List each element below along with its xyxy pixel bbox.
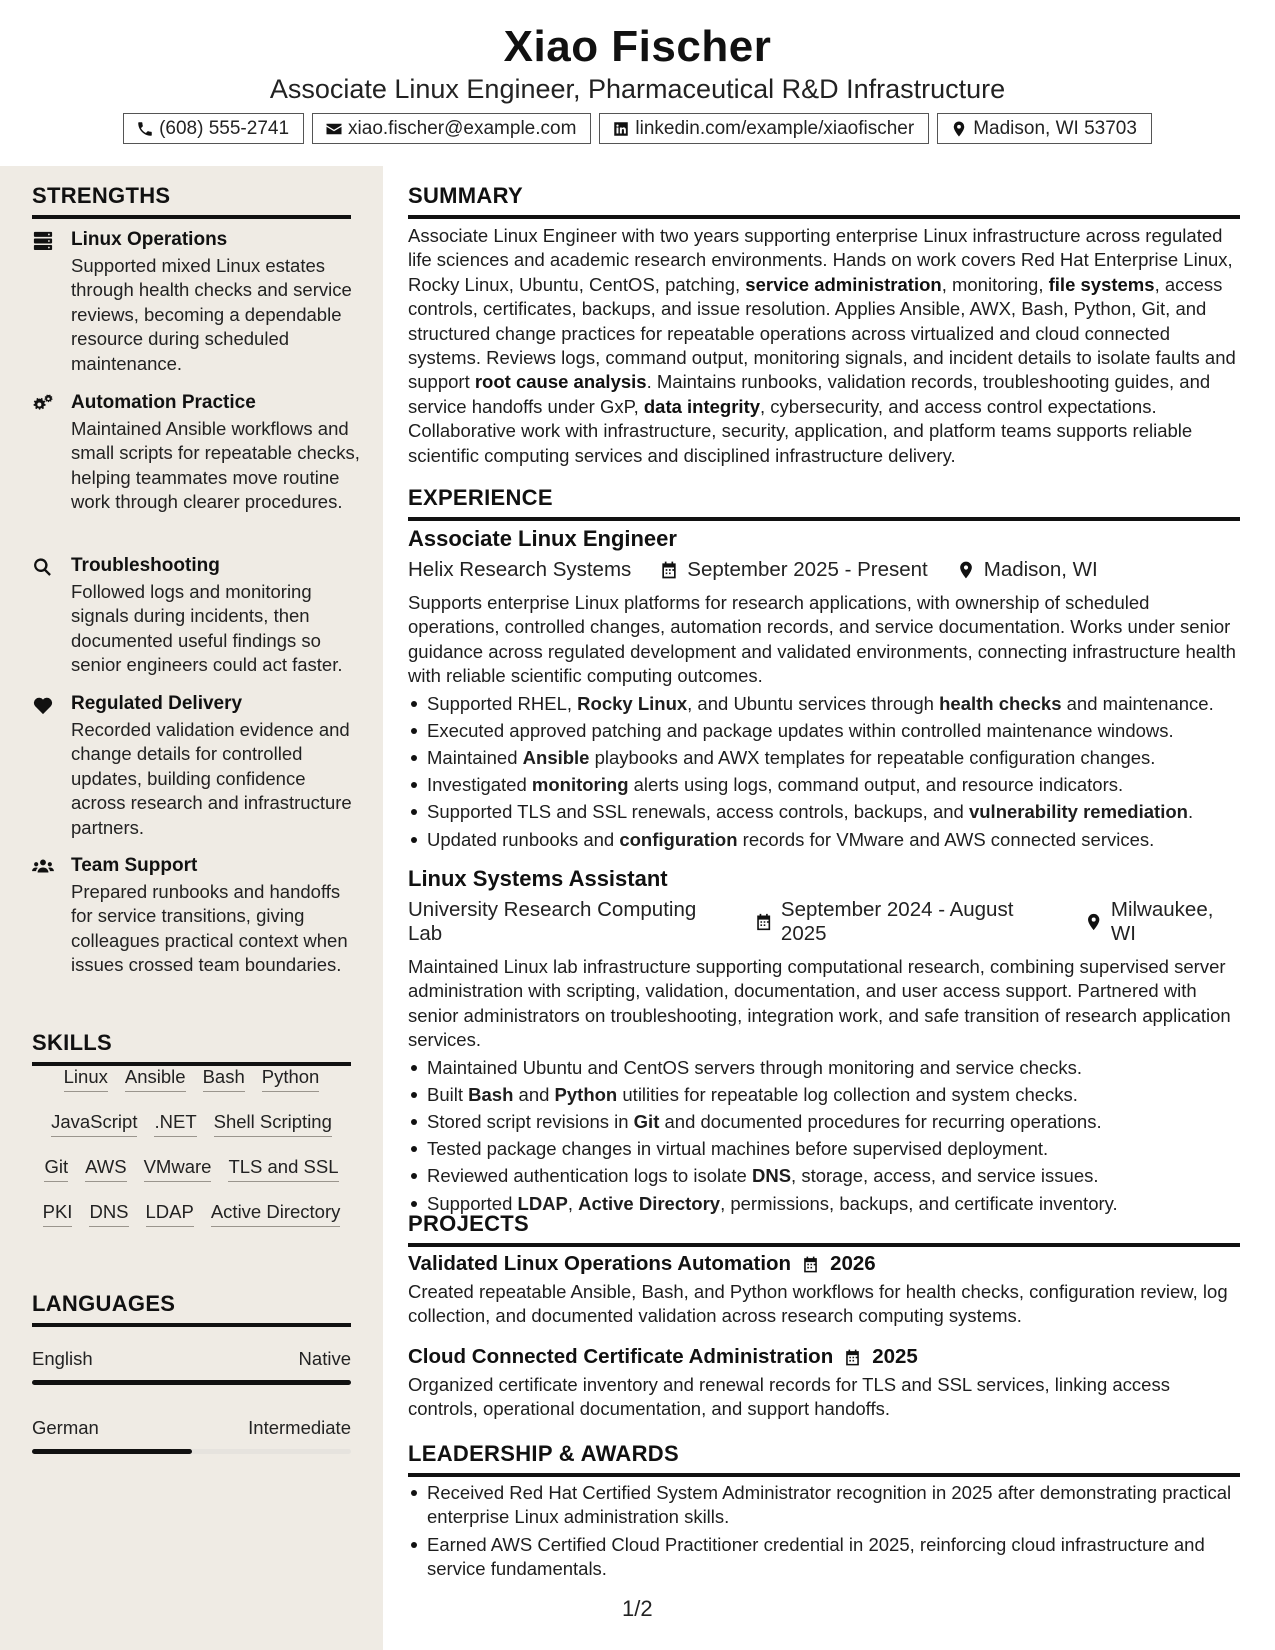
strength-description: Prepared runbooks and handoffs for service transitions, giving colleagues practical context when issues crossed team boundaries. xyxy=(71,881,348,976)
job-title: Linux Systems Assistant xyxy=(408,866,668,891)
language-name: German xyxy=(32,1417,99,1438)
project-title: Validated Linux Operations Automation xyxy=(408,1252,792,1275)
location-pin-icon xyxy=(950,120,968,138)
calendar-icon xyxy=(843,1348,862,1367)
award-item: Earned AWS Certified Cloud Practitioner credential in 2025, reinforcing cloud infrastructure and service fundamentals. xyxy=(408,1533,1240,1582)
project-year: 2025 xyxy=(872,1345,918,1368)
bold-keyword: configuration xyxy=(619,828,738,850)
linkedin-icon xyxy=(612,120,630,138)
experience-section-header xyxy=(408,485,1240,521)
language-level: Native xyxy=(298,1348,351,1369)
job-location: Madison, WI xyxy=(983,558,1098,581)
skills-row xyxy=(32,1201,351,1246)
bold-keyword: Rocky Linux xyxy=(577,692,688,714)
bold-keyword: health checks xyxy=(939,692,1062,714)
job-description: Supports enterprise Linux platforms for research applications, with ownership of scheduled operations, controlled changes, automation records, and service documentation. Works under senior guidance across regulated development and validated environments, connecting infrastructure health with reliable scientific computing outcomes. xyxy=(408,592,1236,687)
candidate-name: Xiao Fischer xyxy=(503,22,772,71)
contact-linkedin[interactable] xyxy=(599,113,929,144)
skill-tag: Shell Scripting xyxy=(214,1111,332,1137)
job-entry xyxy=(408,866,1240,1217)
bullet-item: Supported RHEL, Rocky Linux, and Ubuntu services through health checks and maintenance. xyxy=(408,690,1240,717)
calendar-icon xyxy=(659,560,679,580)
summary-text: Associate Linux Engineer with two years supporting enterprise Linux infrastructure across regulated life sciences and academic research environments. Hands on work covers Red Hat Enterprise Linux, Rocky Linux, Ubuntu, CentOS, patching, service administration, monitoring, file systems, access controls, certificates, backups, and issue resolution. Applies Ansible, AWX, Bash, Python, Git, and structured change practices for repeatable operations across virtualized and cloud connected systems. Reviews logs, command output, monitoring signals, and incident details to isolate faults and support root cause analysis. Maintains runbooks, validation records, troubleshooting guides, and service handoffs under GxP, data integrity, cybersecurity, and access control expectations. Collaborative work with infrastructure, security, application, and platform teams supports reliable scientific computing services and disciplined infrastructure delivery. xyxy=(408,225,1236,466)
bullet-item: Maintained Ansible playbooks and AWX templates for repeatable configuration changes. xyxy=(408,744,1240,771)
bold-keyword: Ansible xyxy=(522,747,590,769)
skill-tag: Active Directory xyxy=(211,1201,341,1227)
strength-title: Automation Practice xyxy=(71,392,256,413)
contact-phone[interactable] xyxy=(123,113,304,144)
language-level: Intermediate xyxy=(248,1417,351,1438)
skills-list xyxy=(32,1066,351,1246)
page-number: 1/2 xyxy=(622,1596,653,1621)
project-title-row xyxy=(408,1252,1240,1276)
skill-tag: AWS xyxy=(85,1156,126,1182)
awards-list xyxy=(408,1481,1240,1585)
job-entry xyxy=(408,526,1240,853)
job-bullets xyxy=(408,1054,1240,1217)
strength-title: Team Support xyxy=(71,855,198,876)
contact-bar xyxy=(0,113,1275,144)
gears-icon xyxy=(32,394,56,416)
languages-heading: LANGUAGES xyxy=(32,1291,176,1316)
users-icon xyxy=(32,857,56,879)
calendar-icon xyxy=(801,1255,820,1274)
skill-tag: Python xyxy=(262,1066,320,1092)
bold-keyword: service administration xyxy=(745,273,942,295)
award-item: Received Red Hat Certified System Administrator recognition in 2025 after demonstrating practical enterprise Linux administration skills. xyxy=(408,1481,1240,1530)
location-pin-icon xyxy=(1084,912,1103,932)
bold-keyword: DNS xyxy=(751,1165,792,1187)
contact-email[interactable] xyxy=(312,113,591,144)
strength-description: Followed logs and monitoring signals during incidents, then documented useful findings so senior engineers could act faster. xyxy=(71,581,343,676)
skills-row xyxy=(32,1066,351,1111)
strength-description: Maintained Ansible workflows and small scripts for repeatable checks, helping teammates move routine work through clearer procedures. xyxy=(71,418,360,513)
phone-icon xyxy=(136,120,154,138)
bullet-item: Investigated monitoring alerts using logs, command output, and resource indicators. xyxy=(408,771,1240,798)
section-divider xyxy=(32,215,351,219)
bold-keyword: Active Directory xyxy=(578,1192,721,1214)
bold-keyword: Git xyxy=(633,1111,660,1133)
contact-location-text: Madison, WI 53703 xyxy=(973,117,1137,139)
job-meta xyxy=(408,558,1240,582)
project-description: Created repeatable Ansible, Bash, and Python workflows for health checks, configuration review, log collection, and documented validation across research computing systems. xyxy=(408,1281,1228,1327)
experience-heading: EXPERIENCE xyxy=(408,485,553,510)
search-icon xyxy=(32,557,56,579)
bullet-item: Executed approved patching and package updates within controlled maintenance windows. xyxy=(408,717,1240,744)
proficiency-bar xyxy=(32,1449,192,1454)
skill-tag: LDAP xyxy=(146,1201,194,1227)
job-title: Associate Linux Engineer xyxy=(408,526,677,551)
strength-title: Linux Operations xyxy=(71,229,228,250)
calendar-icon xyxy=(754,912,773,932)
bullet-item: Built Bash and Python utilities for repeatable log collection and system checks. xyxy=(408,1081,1240,1108)
summary-heading: SUMMARY xyxy=(408,183,523,208)
bold-keyword: root cause analysis xyxy=(474,371,647,393)
job-bullets xyxy=(408,690,1240,853)
contact-phone-text: (608) 555-2741 xyxy=(159,117,290,139)
project-title: Cloud Connected Certificate Administration xyxy=(408,1345,834,1368)
proficiency-bar xyxy=(32,1380,351,1385)
job-meta xyxy=(408,898,1240,946)
awards-heading: LEADERSHIP & AWARDS xyxy=(408,1441,679,1466)
bullet-item: Reviewed authentication logs to isolate DNS, storage, access, and service issues. xyxy=(408,1162,1240,1189)
job-dates: September 2025 - Present xyxy=(687,558,928,581)
skill-tag: .NET xyxy=(154,1111,196,1137)
resume-header xyxy=(0,0,1275,166)
job-company: Helix Research Systems xyxy=(408,558,632,581)
candidate-title: Associate Linux Engineer, Pharmaceutical R&D Infrastructure xyxy=(269,74,1006,104)
projects-heading: PROJECTS xyxy=(408,1211,529,1236)
bold-keyword: vulnerability remediation xyxy=(968,801,1188,823)
job-location: Milwaukee, WI xyxy=(1110,898,1214,945)
skill-tag: VMware xyxy=(144,1156,212,1182)
bullet-item: Tested package changes in virtual machines before supervised deployment. xyxy=(408,1135,1240,1162)
envelope-icon xyxy=(325,120,343,138)
skill-tag: Ansible xyxy=(125,1066,186,1092)
strengths-section-header xyxy=(32,183,351,219)
skill-tag: Bash xyxy=(203,1066,245,1092)
skill-tag: PKI xyxy=(43,1201,73,1227)
section-divider xyxy=(408,1473,1240,1477)
project-entry xyxy=(408,1345,1240,1422)
bold-keyword: monitoring xyxy=(531,774,629,796)
skills-section-header xyxy=(32,1030,351,1066)
section-divider xyxy=(32,1323,351,1327)
project-title-row xyxy=(408,1345,1240,1369)
skill-tag: JavaScript xyxy=(51,1111,137,1137)
bold-keyword: Python xyxy=(554,1083,618,1105)
project-description: Organized certificate inventory and renewal records for TLS and SSL services, linking access controls, operational documentation, and support handoffs. xyxy=(408,1374,1170,1420)
bold-keyword: file systems xyxy=(1048,273,1155,295)
skill-tag: TLS and SSL xyxy=(228,1156,338,1182)
location-pin-icon xyxy=(956,560,976,580)
bullet-item: Updated runbooks and configuration records for VMware and AWS connected services. xyxy=(408,826,1240,853)
skill-tag: Linux xyxy=(64,1066,108,1092)
bold-keyword: data integrity xyxy=(643,395,761,417)
bullet-item: Stored script revisions in Git and documented procedures for recurring operations. xyxy=(408,1108,1240,1135)
heart-icon xyxy=(32,695,56,717)
skill-tag: Git xyxy=(44,1156,68,1182)
server-icon xyxy=(32,231,56,253)
skills-row xyxy=(32,1111,351,1156)
languages-section-header xyxy=(32,1291,351,1327)
bullet-item: Maintained Ubuntu and CentOS servers through monitoring and service checks. xyxy=(408,1054,1240,1081)
strength-description: Recorded validation evidence and change details for controlled updates, building confidence across research and infrastructure partners. xyxy=(71,719,352,838)
strengths-heading: STRENGTHS xyxy=(32,183,171,208)
strength-title: Regulated Delivery xyxy=(71,693,243,714)
project-entry xyxy=(408,1252,1240,1329)
strength-title: Troubleshooting xyxy=(71,555,220,576)
job-company: University Research Computing Lab xyxy=(408,898,697,945)
skill-tag: DNS xyxy=(89,1201,128,1227)
section-divider xyxy=(408,517,1240,521)
awards-section-header xyxy=(408,1441,1240,1477)
bullet-item: Supported TLS and SSL renewals, access controls, backups, and vulnerability remediation. xyxy=(408,798,1240,825)
contact-location xyxy=(937,113,1152,144)
section-divider xyxy=(408,215,1240,219)
language-name: English xyxy=(32,1348,93,1369)
bullet-item: Supported LDAP, Active Directory, permissions, backups, and certificate inventory. xyxy=(408,1190,1240,1217)
contact-email-text: xiao.fischer@example.com xyxy=(348,117,577,139)
skills-heading: SKILLS xyxy=(32,1030,113,1055)
summary-section-header xyxy=(408,183,1240,219)
contact-linkedin-text: linkedin.com/example/xiaofischer xyxy=(635,117,915,139)
bold-keyword: LDAP xyxy=(517,1192,568,1214)
section-divider xyxy=(32,1062,351,1066)
project-year: 2026 xyxy=(830,1252,876,1275)
job-description: Maintained Linux lab infrastructure supporting computational research, combining supervised server administration with scripting, validation, documentation, and user access support. Partnered with senior administrators on troubleshooting, integration work, and safe transition of research application services. xyxy=(408,956,1231,1051)
section-divider xyxy=(408,1243,1240,1247)
skills-row xyxy=(32,1156,351,1201)
projects-section-header xyxy=(408,1211,1240,1247)
job-dates: September 2024 - August 2025 xyxy=(780,898,1014,945)
bold-keyword: Bash xyxy=(468,1083,514,1105)
strength-description: Supported mixed Linux estates through health checks and service reviews, becoming a dependable resource during scheduled maintenance. xyxy=(71,255,352,374)
